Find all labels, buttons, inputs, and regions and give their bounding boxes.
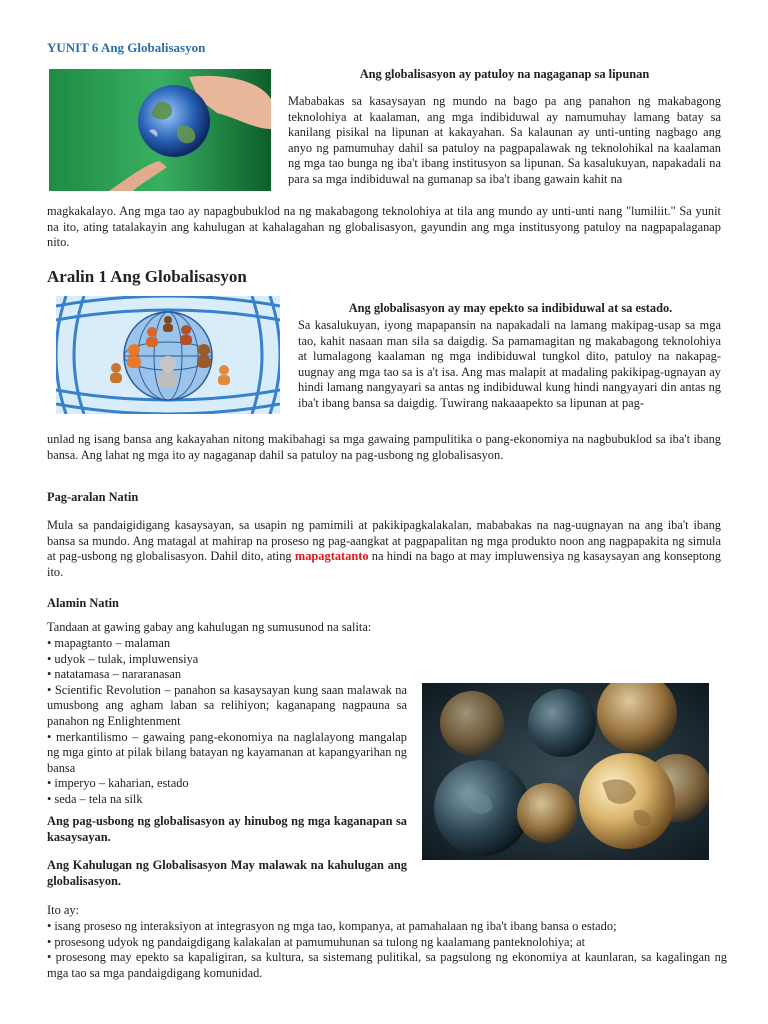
vocab-item: • imperyo – kaharian, estado	[47, 776, 189, 791]
lesson-title: Aralin 1 Ang Globalisasyon	[47, 267, 247, 286]
vocab-list	[47, 636, 407, 808]
vocab-item: • seda – tela na silk	[47, 791, 143, 806]
vocab-item: • udyok – tulak, impluwensiya	[47, 651, 199, 666]
people-network-globe-image	[56, 296, 280, 414]
highlight-word: mapagtatanto	[294, 549, 369, 564]
pag-aralan-heading: Pag-aralan Natin	[47, 490, 139, 504]
ito-ay-item: • isang proseso ng interaksiyon at integrasyon ng mga tao, kompanya, at pamahalaan ng iba't ibang bansa o estado;	[47, 919, 617, 933]
vocab-item: • merkantilismo – gawaing pang-ekonomiya na naglalayong mangalap ng mga ginto at pilak bilang batayan ng kayamanan at kapangyarihan ng bansa	[47, 729, 407, 775]
lesson-heading: Ang globalisasyon ay may epekto sa indibiduwal at sa estado.	[348, 301, 673, 315]
lesson-paragraph-full: unlad ng isang bansa ang kakayahan nitong makibahagi sa mga gawaing pampulitika o pang-ekonomiya na nagbubuklod sa iba't ibang bansa. Ang lahat ng mga ito ay nagaganap dahil sa patuloy na pag-usbong ng globalisasyon.	[47, 432, 721, 462]
intro-paragraph-full: magkakalayo. Ang mga tao ay napagbubuklod na ng makabagong teknolohiya at tila ang mundo ay unti-unti nang "lumiliit." Sa yunit na ito, ating tatalakayin ang kahulugan at kahalagahan ng globalisasyon, gayundin ang mga institusyong patuloy na nagpapalaganap nito.	[47, 204, 721, 250]
ito-ay-label: Ito ay:	[47, 903, 79, 917]
ito-ay-list	[47, 919, 727, 981]
intro-heading: Ang globalisasyon ay patuloy na nagaganap sa lipunan	[359, 67, 650, 81]
vocab-item: • mapagtanto – malaman	[47, 636, 171, 650]
pag-aralan-paragraph	[47, 518, 721, 580]
ito-ay-item: • prosesong udyok ng pandaigdigang kalakalan at pamumuhunan sa tulong ng kaalamang panteknolohiya; at	[47, 934, 586, 949]
ito-ay-item: • prosesong may epekto sa kapaligiran, sa kultura, sa sistemang pulitikal, sa pagsulong ng ekonomiya at kaunlaran, sa kagalingan ng mga tao sa mga pandaigdigang komunidad.	[47, 950, 727, 980]
bold-statement-1: Ang pag-usbong ng globalisasyon ay hinubog ng mga kaganapan sa kasaysayan.	[47, 814, 407, 844]
lesson-paragraph-right: Sa kasalukuyan, iyong mapapansin na napakadali na lamang makipag-usap sa mga tao, kahit nasaan man sila sa daigdig. Sa pamamagitan ng makabagong teknolohiya at lumalagong kaalaman ng mga indibiduwal tungkol dito, patuloy na nakapag-uugnay ang mga tao sa is a't isa. Ang mas malapit at madaling pakikipag-ugnayan ay hindi lamang nangyayari sa antas ng indibiduwal kung hindi nangyayari din antas ng iba't ibang bansa sa daigdig. Tuwirang nakaaapekto sa lipunan at pag-	[298, 318, 721, 410]
antique-globes-image	[422, 683, 709, 860]
vocab-item: • Scientific Revolution – panahon sa kasaysayan kung saan malawak na umusbong ang agham laban sa relihiyon; kaganapang nagpauna sa panahon ng Enlightenment	[47, 682, 407, 728]
hand-holding-earth-image	[49, 69, 271, 191]
unit-title: YUNIT 6 Ang Globalisasyon	[47, 40, 206, 55]
alamin-intro: Tandaan at gawing gabay ang kahulugan ng sumusunod na salita:	[47, 620, 372, 634]
pag-aralan-text-after: na hindi na bago at may impluwensiya ng kasaysayan ang konseptong ito.	[47, 549, 721, 579]
bold-statement-2: Ang Kahulugan ng Globalisasyon May malawak na kahulugan ang globalisasyon.	[47, 858, 407, 888]
pag-aralan-text-before: Mula sa pandaigidigang kasaysayan, sa usapin ng pamimili at pakikipagkalakalan, mababakas na nag-uugnayan na ang iba't ibang bansa sa mundo. Ang matagal at mahirap na proseso ng pag-aangkat at pagpapalitan ng mga produkto noon ang nagpapakita ng simula at pag-usbong ng globalisasyon. Dahil dito, ating	[47, 518, 721, 564]
intro-paragraph-right: Mababakas sa kasaysayan ng mundo na bago pa ang panahon ng makabagong teknolohiya at kaalaman, ang mga indibiduwal ay namumuhay lamang batay sa kanilang pisikal na lipunan at kakayahan. Sa kalaunan ay unti-unting nagbago ang anyo ng pamumuhay dahil sa patuloy na pagpapalawak ng teknolohikal na kaalaman ng mga tao bunga ng iba't ibang institusyon sa lipunan. Sa kasalukuyan, napakadali na para sa mga indibiduwal na gumanap sa iba't ibang gawain kahit na	[288, 94, 721, 186]
alamin-heading: Alamin Natin	[47, 596, 119, 610]
vocab-item: • natatamasa – nararanasan	[47, 667, 182, 682]
